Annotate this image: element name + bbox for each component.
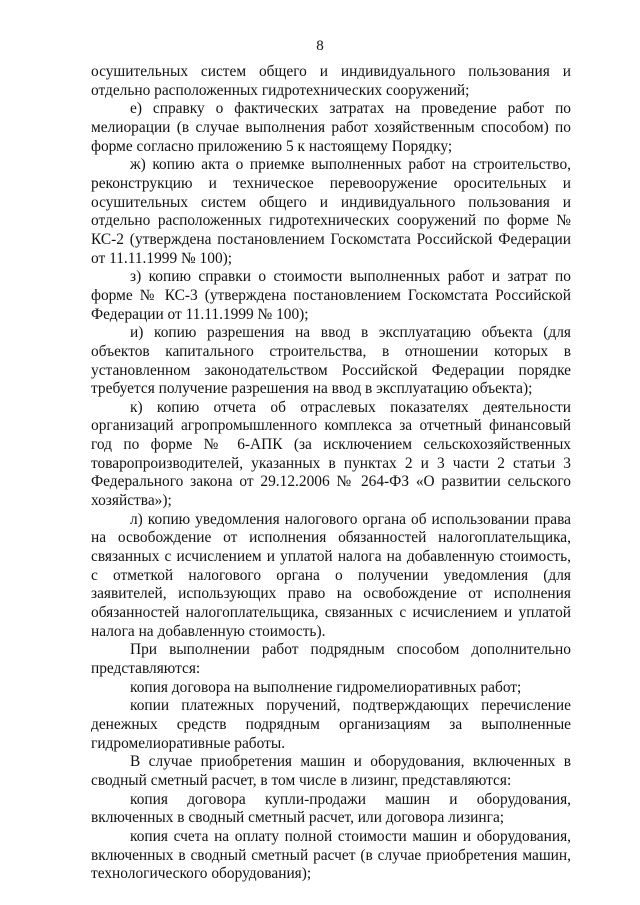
paragraph-item-zh: ж) копию акта о приемке выполненных работ на строительство, реконструкцию и техническое перевооружение оросительных и осушительных систем общего и индивидуального пользования и отдельно расположенных гидротехнических сооружений по форме № КС-2 (утверждена постановлением Госкомстата Российской Федерации от 11.11.1999 № 100); (91, 156, 571, 267)
paragraph-item-z: з) копию справки о стоимости выполненных работ и затрат по форме № КС-3 (утверждена постановлением Госкомстата Российской Федерации от 11.11.1999 № 100); (91, 268, 571, 323)
paragraph-continuation: осушительных систем общего и индивидуального пользования и отдельно расположенных гидротехнических сооружений; (91, 63, 571, 99)
paragraph-contract-method: При выполнении работ подрядным способом дополнительно представляются: (91, 641, 571, 677)
paragraph-item-k: к) копию отчета об отраслевых показателях деятельности организаций агропромышленного комплекса за отчетный финансовый год по форме № 6-АПК (за исключением сельскохозяйственных товаропроизводителей, указанных в пунктах 2 и 3 части 2 статьи 3 Федерального закона от 29.12.2006 № 264-ФЗ «О развитии сельского хозяйства»); (91, 398, 571, 510)
paragraph-item-l: л) копию уведомления налогового органа об использовании права на освобождение от исполнения обязанностей налогоплательщика, связанных с исчислением и уплатой налога на добавленную стоимость, с отметкой налогового органа о получении уведомления (для заявителей, использующих право на освобождение от исполнения обязанностей налогоплательщика, связанных с исчислением и уплатой налога на добавленную стоимость). (91, 510, 571, 640)
paragraph-invoice-copy: копия счета на оплату полной стоимости машин и оборудования, включенных в сводный сметный расчет (в случае приобретения машин, технологического оборудования); (91, 827, 571, 883)
paragraph-sale-contract: копия договора купли-продажи машин и оборудования, включенных в сводный сметный расчет, или договора лизинга; (91, 790, 571, 827)
document-body (91, 63, 571, 884)
page-number: 8 (316, 38, 324, 54)
paragraph-equipment-purchase: В случае приобретения машин и оборудования, включенных в сводный сметный расчет, в том числе в лизинг, представляются: (91, 753, 571, 789)
paragraph-item-i: и) копию разрешения на ввод в эксплуатацию объекта (для объектов капитального строительства, в отношении которых в установленном законодательством Российской Федерации порядке требуется получение разрешения на ввод в эксплуатацию объекта); (91, 324, 571, 398)
paragraph-payment-orders: копии платежных поручений, подтверждающих перечисление денежных средств подрядным организациям за выполненные гидромелиоративные работы. (91, 697, 571, 752)
paragraph-item-e: е) справку о фактических затратах на проведение работ по мелиорации (в случае выполнения работ хозяйственным способом) по форме согласно приложению 5 к настоящему Порядку; (91, 100, 571, 155)
paragraph-contract-copy: копия договора на выполнение гидромелиоративных работ; (130, 678, 522, 696)
